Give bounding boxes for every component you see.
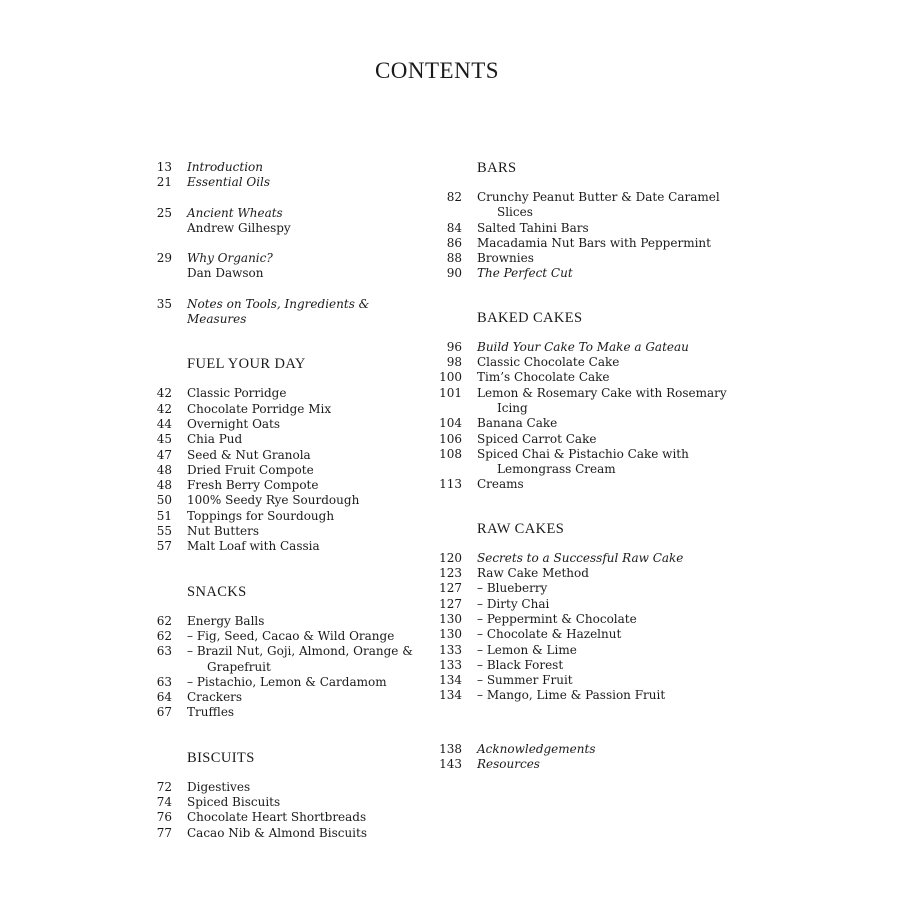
entry-title-text: Spiced Biscuits	[187, 795, 281, 810]
page-number: 127	[439, 596, 462, 611]
entry-title	[462, 643, 730, 658]
toc-entry	[430, 370, 730, 385]
page-number: 134	[439, 688, 462, 703]
entry-title-text: – Fig, Seed, Cacao & Wild Orange	[187, 628, 395, 643]
entry-title	[462, 477, 730, 492]
page-number: 120	[439, 550, 462, 565]
entry-title-continuation: Lemongrass Cream	[497, 462, 616, 477]
toc-entry	[430, 688, 730, 703]
toc-entry	[430, 355, 730, 370]
page-number: 88	[446, 251, 462, 266]
entry-title	[172, 539, 430, 554]
toc-entry	[140, 780, 430, 795]
entry-title	[462, 340, 730, 355]
page-number: 55	[156, 524, 172, 539]
entry-title-text: Toppings for Sourdough	[187, 508, 335, 523]
entry-title-text: Essential Oils	[187, 175, 271, 190]
toc-entry	[140, 629, 430, 644]
essay-organic	[140, 251, 430, 282]
toc-list	[140, 386, 430, 554]
entry-title-text: Chocolate Porridge Mix	[187, 401, 332, 416]
toc-list	[140, 160, 430, 191]
entry-title-text: Banana Cake	[477, 416, 558, 431]
entry-title	[172, 810, 430, 825]
entry-title-text: Crunchy Peanut Butter & Date Caramel	[477, 190, 720, 204]
page-number: 13	[156, 160, 172, 174]
page-number: 138	[439, 741, 462, 756]
page-number: 44	[156, 416, 172, 431]
toc-entry	[430, 251, 730, 266]
entry-title	[172, 386, 430, 401]
toc-entry	[430, 432, 730, 447]
entry-title	[462, 757, 730, 772]
entry-title	[462, 416, 730, 431]
toc-entry	[140, 675, 430, 690]
page-number: 123	[439, 566, 462, 581]
toc-entry	[430, 236, 730, 251]
entry-title-text: The Perfect Cut	[477, 266, 573, 281]
page-number: 51	[156, 508, 172, 523]
page-number: 133	[439, 642, 462, 657]
entry-title-text: Spiced Chai & Pistachio Cake with	[477, 446, 689, 461]
toc-entry	[430, 190, 730, 221]
entry-title	[462, 221, 730, 236]
page-number: 72	[156, 779, 172, 794]
section-biscuits	[140, 750, 430, 841]
entry-title	[172, 478, 430, 493]
entry-title-text: Raw Cake Method	[477, 566, 589, 581]
entry-title	[172, 705, 430, 720]
toc-list	[430, 551, 730, 704]
toc-entry	[140, 432, 430, 447]
toc-entry	[430, 340, 730, 355]
entry-title	[462, 597, 730, 612]
page-number: 67	[156, 705, 172, 720]
toc-entry	[140, 509, 430, 524]
entry-title	[462, 612, 730, 627]
toc-entry	[140, 386, 430, 401]
right-column	[430, 160, 730, 772]
page-number: 106	[439, 431, 462, 446]
page-number: 42	[156, 386, 172, 401]
page-number: 64	[156, 690, 172, 705]
entry-title	[172, 629, 430, 644]
toc-entry	[140, 644, 430, 675]
page-number: 90	[446, 266, 462, 281]
entry-title-text: – Lemon & Lime	[477, 642, 577, 657]
entry-title-text: Lemon & Rosemary Cake with Rosemary	[477, 385, 727, 400]
entry-title	[462, 266, 730, 281]
toc-entry	[430, 673, 730, 688]
page-number: 62	[156, 628, 172, 643]
entry-title	[462, 742, 730, 757]
entry-title-text: 100% Seedy Rye Sourdough	[187, 493, 360, 508]
toc-entry	[430, 416, 730, 431]
page-number: 21	[156, 175, 172, 190]
page-number: 48	[156, 462, 172, 477]
entry-title	[172, 614, 430, 629]
page-number: 143	[439, 757, 462, 772]
toc-entry	[140, 493, 430, 508]
entry-title-text: Brownies	[477, 251, 534, 266]
entry-title-text: Digestives	[187, 779, 251, 794]
page-title: CONTENTS	[374, 58, 500, 83]
entry-title-continuation: Icing	[497, 400, 528, 415]
page-number: 29	[156, 251, 172, 266]
entry-title-text: Ancient Wheats	[187, 205, 283, 220]
toc-entry	[430, 566, 730, 581]
toc-entry	[140, 705, 430, 720]
section-bars	[430, 160, 730, 282]
toc-list	[140, 780, 430, 841]
entry-title-text: Introduction	[187, 160, 263, 174]
toc-entry	[140, 463, 430, 478]
closing-list	[430, 742, 730, 773]
entry-title-text: Overnight Oats	[187, 416, 281, 431]
entry-title	[462, 566, 730, 581]
entry-title-text: – Dirty Chai	[477, 596, 550, 611]
entry-title-text: Acknowledgements	[477, 741, 596, 756]
entry-title	[462, 447, 730, 478]
entry-title	[462, 251, 730, 266]
entry-title	[172, 206, 430, 221]
section-heading-baked-cakes: BAKED CAKES	[477, 309, 583, 326]
entry-title	[172, 690, 430, 705]
page-number: 113	[439, 477, 462, 492]
entry-title	[172, 432, 430, 447]
toc-entry	[430, 221, 730, 236]
entry-title-text: Chocolate Heart Shortbreads	[187, 810, 367, 825]
toc-entry	[430, 612, 730, 627]
section-fuel-your-day	[140, 356, 430, 554]
entry-title	[172, 675, 430, 690]
entry-title	[172, 644, 430, 675]
toc-list	[140, 614, 430, 721]
toc-entry	[430, 477, 730, 492]
toc-entry	[140, 826, 430, 841]
entry-title-text: Why Organic?	[187, 251, 273, 266]
page-number: 130	[439, 611, 462, 626]
toc-entry	[140, 614, 430, 629]
toc-entry	[430, 757, 730, 772]
page-number: 25	[156, 205, 172, 220]
page-number: 101	[439, 385, 462, 400]
toc-entry	[140, 795, 430, 810]
entry-title	[172, 524, 430, 539]
page-number: 77	[156, 825, 172, 840]
toc-entry	[430, 447, 730, 478]
toc-entry	[140, 160, 430, 175]
page-number: 50	[156, 493, 172, 508]
entry-title	[462, 551, 730, 566]
entry-title	[462, 190, 730, 221]
essay-ancient	[140, 206, 430, 237]
toc-entry	[140, 417, 430, 432]
page-number: 45	[156, 432, 172, 447]
entry-title	[172, 795, 430, 810]
left-column	[140, 160, 430, 841]
toc-entry	[140, 810, 430, 825]
entry-title	[462, 673, 730, 688]
page-number: 47	[156, 447, 172, 462]
entry-title-text: Classic Chocolate Cake	[477, 355, 620, 370]
toc-entry	[430, 742, 730, 757]
entry-title-text: Chia Pud	[187, 432, 243, 447]
page-number: 57	[156, 539, 172, 554]
toc-entry	[430, 597, 730, 612]
section-heading-raw-cakes: RAW CAKES	[477, 520, 565, 537]
toc-list	[140, 297, 430, 328]
entry-title	[172, 175, 430, 190]
page-number: 63	[156, 644, 172, 659]
entry-title-text: Classic Porridge	[187, 386, 287, 401]
entry-title	[172, 160, 430, 175]
entry-title	[172, 417, 430, 432]
entry-title-text: Nut Butters	[187, 524, 260, 539]
entry-title-text: Spiced Carrot Cake	[477, 431, 597, 446]
page-number: 74	[156, 795, 172, 810]
entry-title-text: Truffles	[187, 705, 235, 720]
section-baked-cakes	[430, 310, 730, 493]
entry-title	[172, 251, 430, 266]
toc-entry	[430, 658, 730, 673]
page-number: 134	[439, 673, 462, 688]
page-number: 108	[439, 446, 462, 461]
toc-entry	[430, 266, 730, 281]
entry-title-text: Creams	[477, 477, 524, 492]
section-raw-cakes	[430, 521, 730, 704]
entry-title-text: Crackers	[187, 690, 243, 705]
page-number: 76	[156, 810, 172, 825]
entry-title	[462, 581, 730, 596]
entry-title-continuation: Slices	[497, 205, 533, 220]
toc-list	[430, 190, 730, 282]
entry-title-text: Macadamia Nut Bars with Peppermint	[477, 235, 711, 250]
entry-title-continuation: Grapefruit	[207, 659, 271, 674]
entry-title	[172, 509, 430, 524]
page-number: 48	[156, 478, 172, 493]
entry-title-text: – Pistachio, Lemon & Cardamom	[187, 674, 387, 689]
entry-title	[172, 297, 430, 328]
entry-title	[462, 236, 730, 251]
entry-title	[462, 658, 730, 673]
toc-entry	[140, 175, 430, 190]
entry-title-text: – Mango, Lime & Passion Fruit	[477, 688, 666, 703]
toc-entry	[430, 627, 730, 642]
entry-title-text: Seed & Nut Granola	[187, 447, 311, 462]
essay-author: Dan Dawson	[187, 266, 264, 281]
entry-title	[172, 780, 430, 795]
entry-title-text: Secrets to a Successful Raw Cake	[477, 550, 684, 565]
entry-title	[172, 402, 430, 417]
entry-title	[172, 463, 430, 478]
toc-entry	[430, 581, 730, 596]
section-heading-fuel-your-day: FUEL YOUR DAY	[187, 356, 306, 373]
entry-title	[462, 386, 730, 417]
page-number: 63	[156, 674, 172, 689]
entry-title-text: Cacao Nib & Almond Biscuits	[187, 825, 367, 840]
toc-entry	[140, 251, 430, 266]
page-number: 86	[446, 235, 462, 250]
section-heading-bars: BARS	[477, 160, 517, 176]
toc-entry	[140, 402, 430, 417]
toc-entry	[140, 524, 430, 539]
entry-title	[462, 355, 730, 370]
page-number: 100	[439, 370, 462, 385]
toc-list	[430, 340, 730, 493]
entry-title-text: – Black Forest	[477, 657, 564, 672]
page-number: 62	[156, 613, 172, 628]
toc-entry	[140, 478, 430, 493]
section-snacks	[140, 584, 430, 721]
entry-title-text: Dried Fruit Compote	[187, 462, 314, 477]
page-number: 104	[439, 416, 462, 431]
entry-title	[172, 448, 430, 463]
toc-entry	[140, 206, 430, 221]
entry-title-text: – Peppermint & Chocolate	[477, 611, 637, 626]
entry-title-text: Malt Loaf with Cassia	[187, 539, 320, 554]
page-number: 98	[446, 355, 462, 370]
toc-entry	[140, 297, 430, 328]
page-number: 84	[446, 220, 462, 235]
page-number: 130	[439, 627, 462, 642]
page-number: 127	[439, 581, 462, 596]
entry-title-text: Tim’s Chocolate Cake	[477, 370, 610, 385]
entry-title	[172, 493, 430, 508]
toc-entry	[140, 690, 430, 705]
entry-title-text: – Brazil Nut, Goji, Almond, Orange &	[187, 644, 413, 659]
toc-entry	[430, 643, 730, 658]
entry-title-text: Build Your Cake To Make a Gateau	[477, 339, 689, 354]
toc-entry	[140, 448, 430, 463]
page-number: 96	[446, 339, 462, 354]
entry-title-text: Fresh Berry Compote	[187, 478, 319, 493]
entry-title	[462, 370, 730, 385]
essay-author: Andrew Gilhespy	[187, 220, 291, 235]
entry-title	[462, 688, 730, 703]
entry-title-text: Salted Tahini Bars	[477, 220, 589, 235]
entry-title	[462, 432, 730, 447]
page-number: 35	[156, 296, 172, 311]
entry-title	[172, 826, 430, 841]
toc-entry	[140, 539, 430, 554]
page-number: 133	[439, 657, 462, 672]
section-heading-biscuits: BISCUITS	[187, 749, 255, 766]
toc-entry	[430, 386, 730, 417]
entry-title-text: – Blueberry	[477, 581, 548, 596]
entry-title-text: Energy Balls	[187, 613, 265, 628]
entry-title	[462, 627, 730, 642]
entry-title-text: Resources	[477, 757, 540, 772]
page-number: 42	[156, 401, 172, 416]
page-number: 82	[446, 190, 462, 204]
entry-title-text: Notes on Tools, Ingredients & Measures	[187, 296, 370, 327]
toc-entry	[430, 551, 730, 566]
entry-title-text: – Summer Fruit	[477, 673, 573, 688]
section-heading-snacks: SNACKS	[187, 583, 247, 600]
entry-title-text: – Chocolate & Hazelnut	[477, 627, 622, 642]
